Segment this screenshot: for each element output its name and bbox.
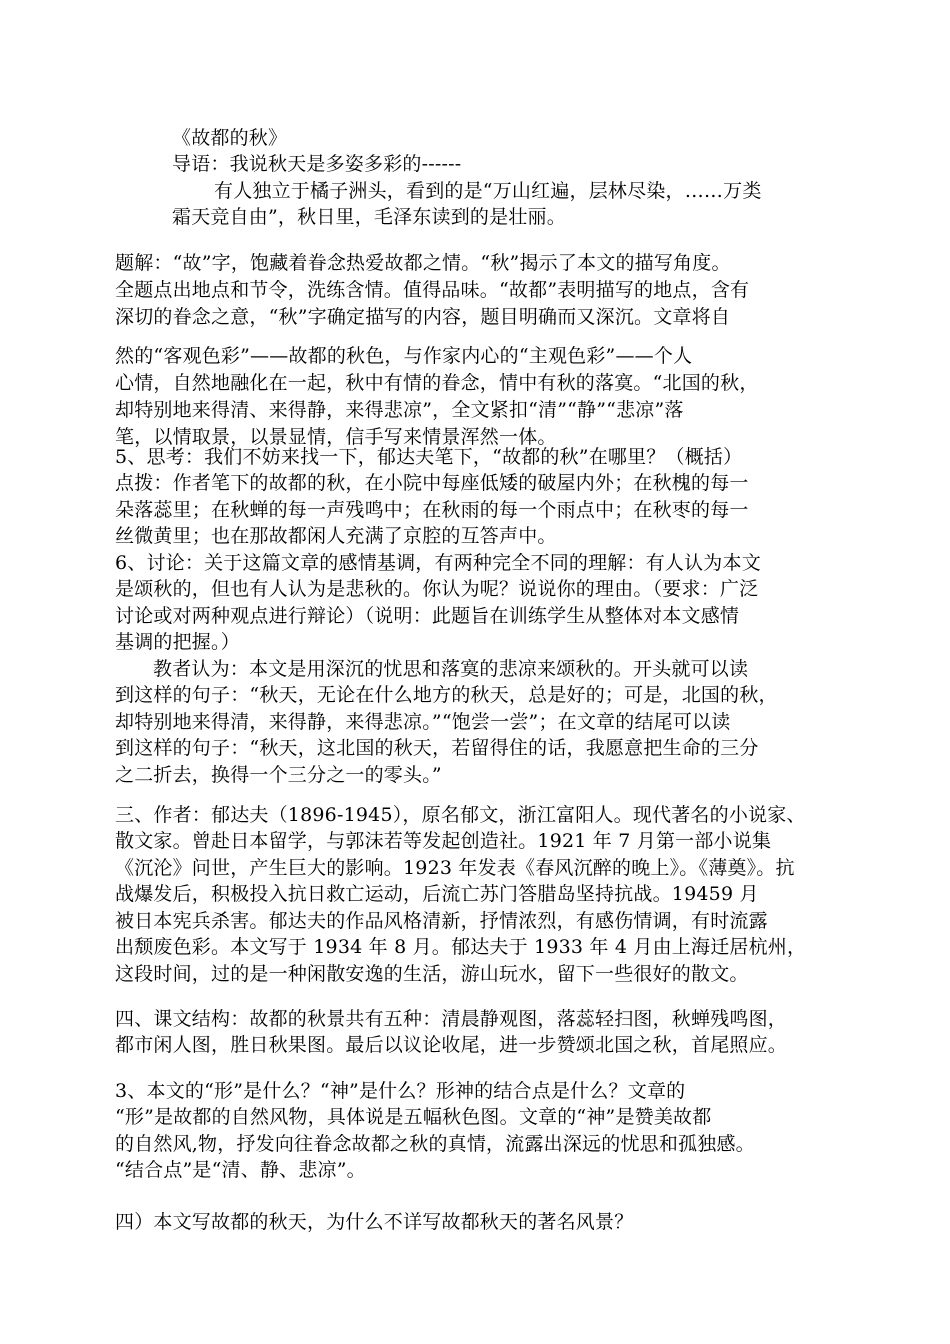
jiegou-line: 都市闲人图，胜日秋果图。最后以议论收尾，进一步赞颂北国之秋，首尾照应。 [115, 1034, 788, 1056]
tijie-line: 深切的眷念之意，“秋”字确定描写的内容，题目明确而又深沉。文章将自 [115, 306, 731, 328]
taolun-line: 基调的把握。） [115, 631, 240, 653]
intro-line: 有人独立于橘子洲头，看到的是“万山红遍，层林尽染，……万类 [214, 180, 762, 202]
jiegou-line: 四、课文结构：故都的秋景共有五种：清晨静观图，落蕊轻扫图，秋蝉残鸣图， [115, 1008, 788, 1030]
tijie-line: 然的“客观色彩”——故都的秋色，与作家内心的“主观色彩”——个人 [115, 345, 693, 367]
zuozhe-line: 战爆发后，积极投入抗日救亡运动，后流亡苏门答腊岛坚持抗战。19459 月 [115, 883, 759, 905]
zuozhe-line: 这段时间，过的是一种闲散安逸的生活，游山玩水，留下一些很好的散文。 [115, 963, 749, 985]
tijie-line: 全题点出地点和节令，洗练含情。值得品味。“故都”表明描写的地点，含有 [115, 279, 750, 301]
intro-lead: 导语：我说秋天是多姿多彩的------ [172, 153, 462, 175]
tijie-line: 心情，自然地融化在一起，秋中有情的眷念，情中有秋的落寞。“北国的秋， [115, 372, 759, 394]
xingshen-line: 3、本文的“形”是什么？“神”是什么？形神的结合点是什么？文章的 [115, 1080, 686, 1102]
zuozhe-line: 出颓废色彩。本文写于 1934 年 8 月。郁达夫于 1933 年 4 月由上海迁居杭州， [115, 936, 807, 958]
zuozhe-line: 被日本宪兵杀害。郁达夫的作品风格清新，抒情浓烈，有感伤情调，有时流露 [115, 910, 768, 932]
tijie-line: 却特别地来得清、来得静，来得悲凉”，全文紧扣“清”“静”“悲凉”落 [115, 399, 684, 421]
intro-line: 霜天竞自由”，秋日里，毛泽东读到的是壮丽。 [172, 206, 566, 228]
taolun-line: 6、讨论：关于这篇文章的感情基调，有两种完全不同的理解：有人认为本文 [115, 552, 761, 574]
question-line: 四）本文写故都的秋天，为什么不详写故都秋天的著名风景？ [115, 1211, 634, 1233]
taolun-line: 是颂秋的，但也有人认为是悲秋的。你认为呢？说说你的理由。（要求：广泛 [115, 578, 759, 600]
tijie-line: 笔，以情取景，以景显情，信手写来情景浑然一体。 [115, 426, 557, 448]
doc-title: 《故都的秋》 [172, 127, 288, 149]
jiaozhe-line: 却特别地来得清，来得静，来得悲凉。”“饱尝一尝”；在文章的结尾可以读 [115, 711, 731, 733]
zuozhe-line: 三、作者：郁达夫（1896-1945），原名郁文，浙江富阳人。现代著名的小说家、 [115, 804, 806, 826]
zuozhe-line: 《沉沦》问世，产生巨大的影响。1923 年发表《春风沉醉的晚上》。《薄奠》。抗 [115, 857, 795, 879]
sikao-line: 5、思考：我们不妨来找一下，郁达夫笔下，“故都的秋”在哪里？（概括） [115, 446, 743, 468]
xingshen-line: 的自然风,物，抒发向往眷念故都之秋的真情，流露出深远的忧思和孤独感。 [115, 1133, 755, 1155]
jiaozhe-line: 教者认为：本文是用深沉的忧思和落寞的悲凉来颂秋的。开头就可以读 [153, 658, 749, 680]
tijie-line: 题解：“故”字，饱藏着眷念热爱故都之情。“秋”揭示了本文的描写角度。 [115, 252, 731, 274]
taolun-line: 讨论或对两种观点进行辩论）（说明：此题旨在训练学生从整体对本文感情 [115, 605, 740, 627]
xingshen-line: “形”是故都的自然风物，具体说是五幅秋色图。文章的“神”是赞美故都 [115, 1106, 712, 1128]
sikao-line: 朵落蕊里；在秋蝉的每一声残鸣中；在秋雨的每一个雨点中；在秋枣的每一 [115, 499, 749, 521]
jiaozhe-line: 到这样的句子：“秋天，无论在什么地方的秋天，总是好的；可是，北国的秋， [115, 684, 778, 706]
jiaozhe-line: 到这样的句子：“秋天，这北国的秋天，若留得住的话，我愿意把生命的三分 [115, 737, 759, 759]
jiaozhe-line: 之二折去，换得一个三分之一的零头。” [115, 764, 442, 786]
zuozhe-line: 散文家。曾赴日本留学，与郭沫若等发起创造社。1921 年 7 月第一部小说集 [115, 830, 772, 852]
sikao-line: 丝微黄里；也在那故都闲人充满了京腔的互答声中。 [115, 525, 557, 547]
xingshen-line: “结合点”是“清、静、悲凉”。 [115, 1159, 366, 1181]
sikao-line: 点拨：作者笔下的故都的秋，在小院中每座低矮的破屋内外；在秋槐的每一 [115, 472, 749, 494]
